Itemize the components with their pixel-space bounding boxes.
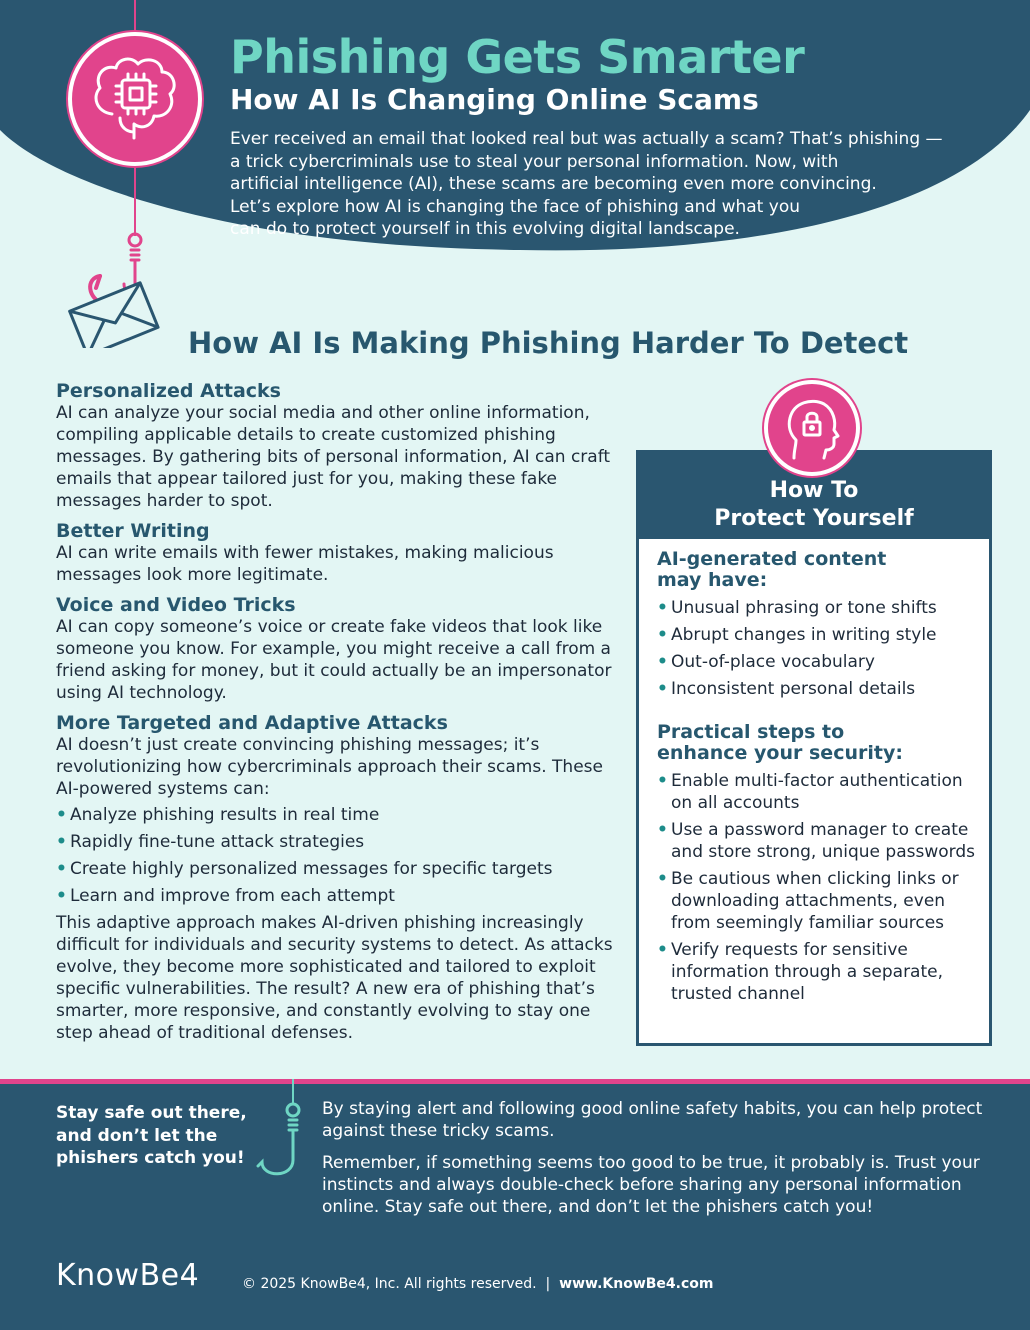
knowbe4-logo: KnowBe4 — [56, 1258, 200, 1293]
protect-title-line: Protect Yourself — [714, 506, 914, 531]
intro-line: a trick cybercriminals use to steal your personal information. Now, with — [230, 151, 839, 172]
list-item: • Use a password manager to create and store strong, unique passwords — [657, 819, 975, 863]
footer-paragraph: Remember, if something seems too good to be true, it probably is. Trust your instincts and always double-check before sharing any personal information online. Stay safe out there, and don’t let the phishers catch you! — [322, 1153, 980, 1217]
website-link[interactable]: www.KnowBe4.com — [559, 1276, 714, 1292]
voice-video-heading: Voice and Video Tricks — [56, 594, 296, 616]
list-item: • Enable multi-factor authentication on all accounts — [657, 770, 975, 814]
list-item: • Create highly personalized messages for specific targets — [56, 858, 616, 880]
footer-tagline — [56, 1102, 256, 1170]
protect-body — [657, 549, 975, 1010]
heading-line: AI-generated content — [657, 548, 887, 570]
list-item: • Unusual phrasing or tone shifts — [657, 597, 975, 619]
tagline-line: phishers catch you! — [56, 1148, 245, 1168]
protect-title-line: How To — [769, 478, 859, 503]
personalized-attacks-text: AI can analyze your social media and other online information, compiling applicable details to create customized phishing messages. By gathering bits of personal information, AI can craft emails that appear tailored just for you, making these fake messages harder to spot. — [56, 403, 611, 511]
page-title: Phishing Gets Smarter — [230, 30, 805, 84]
ai-signs-list — [657, 597, 975, 700]
list-item: • Verify requests for sensitive information through a separate, trusted channel — [657, 939, 975, 1005]
ai-content-heading — [657, 549, 975, 591]
top-line — [134, 0, 136, 34]
intro-line: Ever received an email that looked real but was actually a scam? That’s phishing — — [230, 129, 943, 149]
left-column — [56, 380, 616, 1052]
protect-yourself-box — [636, 450, 992, 1046]
brain-chip-icon — [68, 32, 202, 166]
page-subtitle: How AI Is Changing Online Scams — [230, 83, 759, 116]
voice-video-block — [56, 594, 616, 704]
better-writing-block — [56, 520, 616, 586]
intro-line: artificial intelligence (AI), these scams are becoming even more convincing. — [230, 174, 877, 194]
intro-line: Let’s explore how AI is changing the face of phishing and what you — [230, 196, 800, 217]
personalized-attacks-block — [56, 380, 616, 512]
copyright-line — [242, 1276, 714, 1292]
list-item: • Rapidly fine-tune attack strategies — [56, 831, 616, 853]
section-title: How AI Is Making Phishing Harder To Detect — [188, 326, 909, 360]
heading-line: may have: — [657, 569, 768, 591]
personalized-attacks-heading: Personalized Attacks — [56, 380, 281, 402]
practical-steps-list — [657, 770, 975, 1005]
heading-line: Practical steps to — [657, 721, 845, 743]
targeted-attacks-block — [56, 712, 616, 1044]
targeted-attacks-text: AI doesn’t just create convincing phishing messages; it’s revolutionizing how cybercriminals approach their scams. These AI-powered systems can: — [56, 735, 603, 799]
heading-line: enhance your security: — [657, 742, 903, 764]
list-item: • Analyze phishing results in real time — [56, 804, 616, 826]
footer-message — [322, 1098, 1002, 1228]
targeted-attacks-heading: More Targeted and Adaptive Attacks — [56, 712, 448, 734]
list-item: • Inconsistent personal details — [657, 678, 975, 700]
envelope-hook-icon — [60, 228, 160, 348]
footer-paragraph: By staying alert and following good online safety habits, you can help protect against these tricky scams. — [322, 1099, 983, 1141]
list-item: • Be cautious when clicking links or downloading attachments, even from seemingly familiar sources — [657, 868, 975, 934]
separator: | — [545, 1276, 551, 1292]
copyright-text: © 2025 KnowBe4, Inc. All rights reserved. — [242, 1276, 537, 1292]
list-item: • Out-of-place vocabulary — [657, 651, 975, 673]
intro-line: can do to protect yourself in this evolving digital landscape. — [230, 219, 740, 239]
tagline-line: and don’t let the — [56, 1125, 218, 1146]
list-item: • Learn and improve from each attempt — [56, 885, 616, 907]
list-item: • Abrupt changes in writing style — [657, 624, 975, 646]
capabilities-list — [56, 804, 616, 907]
tagline-line: Stay safe out there, — [56, 1103, 247, 1123]
fish-hook-icon — [254, 1100, 314, 1186]
better-writing-text: AI can write emails with fewer mistakes, making malicious messages look more legitimate. — [56, 543, 554, 585]
practical-steps-heading — [657, 722, 975, 764]
intro-paragraph — [230, 128, 960, 241]
head-lock-icon — [764, 380, 860, 476]
hook-line — [134, 168, 136, 236]
targeted-attacks-closing: This adaptive approach makes AI-driven phishing increasingly difficult for individuals and security systems to detect. As attacks evolve, they become more sophisticated and tailored to exploit specific vulnerabilities. The result? A new era of phishing that’s smarter, more responsive, and constantly evolving to stay one step ahead of traditional defenses. — [56, 913, 613, 1043]
better-writing-heading: Better Writing — [56, 520, 210, 542]
voice-video-text: AI can copy someone’s voice or create fake videos that look like someone you know. For example, you might receive a call from a friend asking for money, but it could actually be an impersonator using AI technology. — [56, 617, 612, 703]
